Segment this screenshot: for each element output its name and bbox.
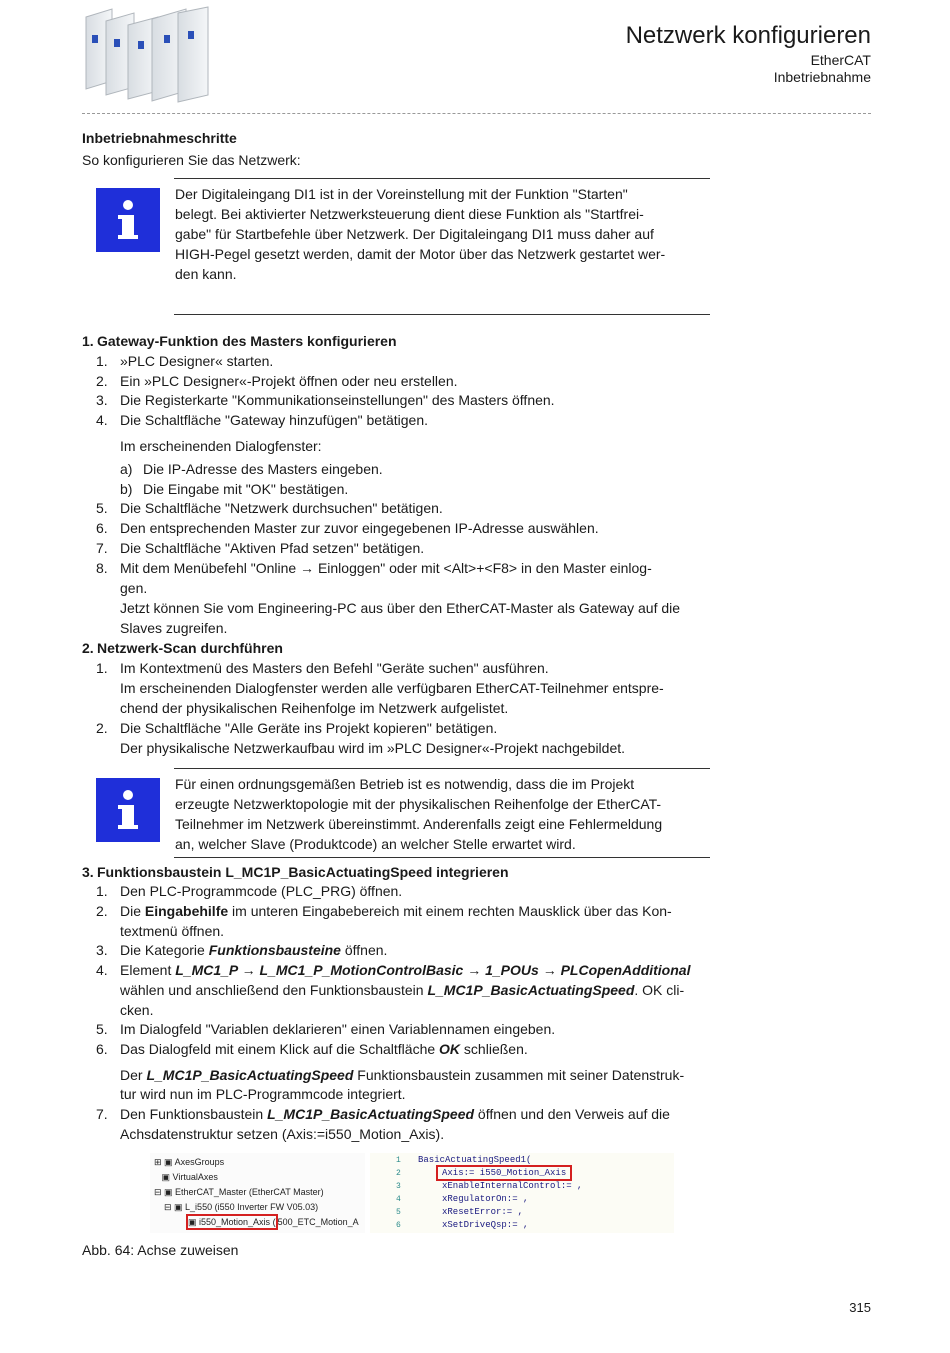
sub-item: Die Eingabe mit "OK" bestätigen. (143, 481, 349, 497)
info-icon (96, 188, 160, 252)
list-item-continuation: wählen und anschließend den Funktionsbaustein L_MC1P_BasicActuatingSpeed. OK cli- (120, 982, 685, 998)
list-item-number: 6. (96, 520, 108, 536)
code-editor: 1 2 3 4 5 6 BasicActuatingSpeed1( Axis:= i550_Motion_Axis xEnableInternalControl:= , xRegulatorOn:= , xResetError:= , xSetDriveQsp:= , (370, 1153, 674, 1233)
list-item: Im Kontextmenü des Masters den Befehl "Geräte suchen" ausführen. (120, 660, 549, 676)
list-item: Die Schaltfläche "Netzwerk durchsuchen" betätigen. (120, 500, 443, 516)
code-line: xSetDriveQsp:= , (442, 1220, 529, 1230)
list-item: Die Eingabehilfe im unteren Eingabebereich mit einem rechten Mausklick über das Kon- (120, 903, 672, 919)
list-item-number: 7. (96, 1106, 108, 1122)
list-item-number: 6. (96, 1041, 108, 1057)
list-item: Ein »PLC Designer«-Projekt öffnen oder neu erstellen. (120, 373, 458, 389)
list-item-number: 5. (96, 1021, 108, 1037)
code-line: xEnableInternalControl:= , (442, 1181, 583, 1191)
product-image (82, 5, 210, 103)
step-title: Netzwerk-Scan durchführen (97, 640, 283, 656)
tree-item: ⊟ ▣ L_i550 (i550 Inverter FW V05.03) (164, 1202, 319, 1212)
step-number: 3. (82, 864, 94, 880)
list-item-number: 1. (96, 660, 108, 676)
note-top-rule (174, 768, 710, 769)
list-item: Element L_MC1_P → L_MC1_P_MotionControlBasic → 1_POUs → PLCopenAdditional (120, 962, 691, 978)
list-item: Mit dem Menübefehl "Online → Einloggen" oder mit <Alt>+<F8> in den Master einlog- (120, 560, 652, 576)
list-item: Den Funktionsbaustein L_MC1P_BasicActuatingSpeed öffnen und den Verweis auf die (120, 1106, 670, 1122)
list-item-number: 4. (96, 412, 108, 428)
list-item: Die Registerkarte "Kommunikationseinstellungen" des Masters öffnen. (120, 392, 555, 408)
result-text: chend der physikalischen Reihenfolge im Netzwerk aufgelistet. (120, 700, 509, 716)
note-bottom-rule (174, 857, 710, 858)
code-line: BasicActuatingSpeed1( (418, 1155, 532, 1165)
list-item-number: 2. (96, 373, 108, 389)
list-item-number: 7. (96, 540, 108, 556)
result-text: Der physikalische Netzwerkaufbau wird im »PLC Designer«-Projekt nachgebildet. (120, 740, 626, 756)
section-heading: Inbetriebnahmeschritte (82, 130, 237, 146)
list-item: Im Dialogfeld "Variablen deklarieren" einen Variablennamen eingeben. (120, 1021, 556, 1037)
list-item-number: 1. (96, 883, 108, 899)
tree-item: ▣ VirtualAxes (154, 1172, 218, 1182)
result-text: tur wird nun im PLC-Programmcode integriert. (120, 1086, 406, 1102)
page-number: 315 (849, 1300, 871, 1315)
sub-item-label: b) (120, 481, 133, 497)
screenshot-figure (150, 1153, 674, 1233)
figure-caption: Abb. 64: Achse zuweisen (82, 1242, 239, 1258)
list-item-number: 3. (96, 392, 108, 408)
dialog-intro: Im erscheinenden Dialogfenster: (120, 438, 322, 454)
section-intro: So konfigurieren Sie das Netzwerk: (82, 152, 301, 168)
list-item: Die Schaltfläche "Alle Geräte ins Projekt kopieren" betätigen. (120, 720, 498, 736)
list-item: »PLC Designer« starten. (120, 353, 274, 369)
list-item-number: 3. (96, 942, 108, 958)
tree-item: ▣ i550_Motion_Axis (i500_ETC_Motion_A (188, 1217, 359, 1227)
list-item: Den entsprechenden Master zur zuvor eingegebenen IP-Adresse auswählen. (120, 520, 599, 536)
note-top-rule (174, 178, 710, 179)
highlight-box (436, 1165, 572, 1181)
page-header-subtitle: EtherCAT (810, 52, 871, 68)
info-note-2 (82, 766, 710, 862)
list-item-number: 5. (96, 500, 108, 516)
step-title: Funktionsbaustein L_MC1P_BasicActuatingSpeed integrieren (97, 864, 509, 880)
highlight-box (186, 1214, 278, 1230)
code-line: xResetError:= , (442, 1207, 524, 1217)
list-item-continuation: textmenü öffnen. (120, 923, 225, 939)
list-item-number: 4. (96, 962, 108, 978)
list-item: Das Dialogfeld mit einem Klick auf die Schaltfläche OK schließen. (120, 1041, 528, 1057)
code-line: xRegulatorOn:= , (442, 1194, 529, 1204)
note-text: Für einen ordnungsgemäßen Betrieb ist es notwendig, dass die im Projekt erzeugte Netzwerktopologie mit der physikalischen Reihenfolge der EtherCAT- Teilnehmer im Netzwerk übereinstimmt. Anderenfalls zeigt eine Fehlermeldung an, welcher Slave (Produktcode) an welcher Stelle erwartet wird. (175, 776, 663, 852)
list-item-number: 2. (96, 720, 108, 736)
step-number: 1. (82, 333, 94, 349)
result-text: Im erscheinenden Dialogfenster werden alle verfügbaren EtherCAT-Teilnehmer entspre- (120, 680, 664, 696)
info-note (82, 176, 710, 318)
note-text: Der Digitaleingang DI1 ist in der Voreinstellung mit der Funktion "Starten" belegt. Bei aktivierter Netzwerksteuerung dient diese Funktion als "Startfrei- gabe" für Startbefehle über Netzwerk. Der Digitaleingang DI1 muss daher auf HIGH-Pegel gesetzt werden, damit der Motor über das Netzwerk gestartet wer- den kann. (175, 186, 666, 282)
list-item-number: 1. (96, 353, 108, 369)
result-text: Jetzt können Sie vom Engineering-PC aus über den EtherCAT-Master als Gateway auf die (120, 600, 681, 616)
result-text: Der L_MC1P_BasicActuatingSpeed Funktionsbaustein zusammen mit seiner Datenstruk- (120, 1067, 685, 1083)
page-header-title: Netzwerk konfigurieren (625, 22, 871, 49)
code-line: Axis:= i550_Motion_Axis (442, 1168, 567, 1178)
list-item-number: 2. (96, 903, 108, 919)
note-bottom-rule (174, 314, 710, 315)
list-item: Den PLC-Programmcode (PLC_PRG) öffnen. (120, 883, 403, 899)
tree-item: ⊟ ▣ EtherCAT_Master (EtherCAT Master) (154, 1187, 324, 1197)
list-item: Die Kategorie Funktionsbausteine öffnen. (120, 942, 388, 958)
result-text: Slaves zugreifen. (120, 620, 228, 636)
step-title: Gateway-Funktion des Masters konfigurieren (97, 333, 397, 349)
page-header-subtitle-2: Inbetriebnahme (773, 69, 871, 85)
info-icon (96, 778, 160, 842)
step-number: 2. (82, 640, 94, 656)
list-item-continuation: cken. (120, 1002, 154, 1018)
header-divider (82, 113, 871, 114)
list-item: Die Schaltfläche "Aktiven Pfad setzen" betätigen. (120, 540, 425, 556)
list-item-number: 8. (96, 560, 108, 576)
device-tree (150, 1153, 365, 1233)
tree-item: ⊞ ▣ AxesGroups (154, 1157, 225, 1167)
list-item-continuation: Achsdatenstruktur setzen (Axis:=i550_Motion_Axis). (120, 1126, 445, 1142)
sub-item-label: a) (120, 461, 133, 477)
list-item-continuation: gen. (120, 580, 148, 596)
list-item: Die Schaltfläche "Gateway hinzufügen" betätigen. (120, 412, 429, 428)
sub-item: Die IP-Adresse des Masters eingeben. (143, 461, 383, 477)
